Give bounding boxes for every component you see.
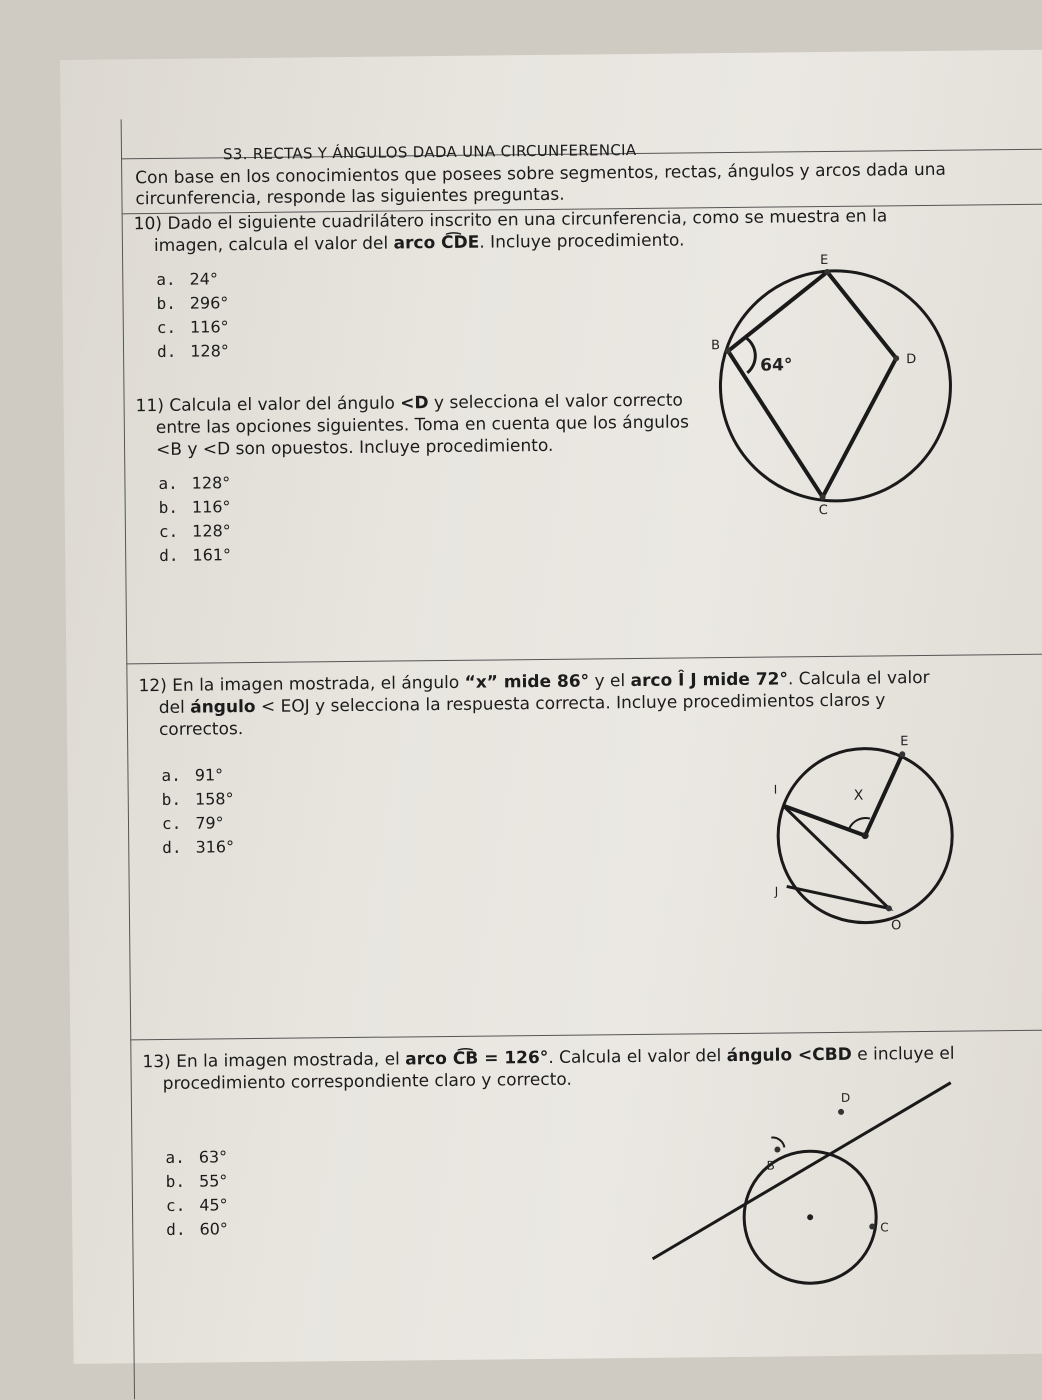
- q12-option-d[interactable]: d. 316°: [162, 837, 235, 857]
- q12-label-o: O: [891, 918, 902, 934]
- q11-option-a[interactable]: a. 128°: [158, 473, 231, 493]
- q13-label-d: D: [840, 1090, 851, 1105]
- q11-option-b[interactable]: b. 116°: [158, 497, 231, 517]
- q10-option-d[interactable]: d. 128°: [156, 341, 229, 361]
- q10-label-b: B: [710, 338, 721, 354]
- q13-tangent-line: [651, 1083, 953, 1259]
- q12-line-2: del ángulo < EOJ y selecciona la respuesta correcta. Incluye procedimientos claros y: [158, 690, 886, 719]
- q13-line-1: 13) En la imagen mostrada, el arco C͡B = 126°. Calcula el valor del ángulo <CBD e incluye el: [142, 1043, 955, 1073]
- q13-option-d[interactable]: d. 60°: [166, 1219, 228, 1239]
- worksheet-page: [60, 50, 1042, 1364]
- q11-option-c[interactable]: c. 128°: [158, 521, 231, 541]
- q13-label-b: B: [766, 1158, 775, 1173]
- q10-option-b[interactable]: b. 296°: [156, 293, 229, 314]
- q10-text: imagen, calcula el valor del: [153, 233, 394, 257]
- q11-line-2: entre las opciones siguientes. Toma en cuenta que los ángulos: [155, 412, 690, 439]
- q13-option-a[interactable]: a. 63°: [165, 1147, 228, 1167]
- q12-option-b[interactable]: b. 158°: [161, 789, 234, 809]
- q12-label-i: I: [773, 782, 778, 797]
- q13-figure: [60, 50, 1042, 1360]
- q13-label-c: C: [880, 1220, 889, 1235]
- q13-angle-mark: [771, 1137, 784, 1147]
- q12-option-a[interactable]: a. 91°: [161, 765, 224, 785]
- q12-line-3: correctos.: [158, 719, 244, 740]
- q13-line-2: procedimiento correspondiente claro y correcto.: [162, 1069, 572, 1094]
- q11-option-d[interactable]: d. 161°: [159, 545, 232, 565]
- intro-line-1: Con base en los conocimientos que posees sobre segmentos, rectas, ángulos y arcos dada una: [135, 159, 946, 189]
- q13-option-b[interactable]: b. 55°: [165, 1171, 228, 1191]
- q10-text-end: . Incluye procedimiento.: [479, 230, 685, 253]
- q10-option-c[interactable]: c. 116°: [156, 317, 229, 338]
- q12-option-c[interactable]: c. 79°: [161, 813, 224, 833]
- q10-label-d: D: [906, 352, 917, 368]
- q10-option-a[interactable]: a. 24°: [156, 269, 219, 290]
- q13-option-c[interactable]: c. 45°: [165, 1195, 228, 1215]
- q10-label-c: C: [818, 502, 828, 519]
- q11-line-1: 11) Calcula el valor del ángulo <D y selecciona el valor correcto: [135, 390, 683, 417]
- q12-label-x: X: [853, 787, 864, 804]
- q12-label-j: J: [774, 884, 779, 899]
- worksheet-title: S3. RECTAS Y ÁNGULOS DADA UNA CIRCUNFERENCIA: [222, 140, 637, 164]
- q10-line-1: 10) Dado el siguiente cuadrilátero inscrito en una circunferencia, como se muestra en la: [133, 206, 888, 235]
- q12-line-1: 12) En la imagen mostrada, el ángulo “x” mide 86° y el arco Î J mide 72°. Calcula el valor: [138, 667, 930, 697]
- q11-line-3: <B y <D son opuestos. Incluye procedimiento.: [155, 435, 554, 461]
- q10-arc: arco C͡DE: [393, 232, 480, 254]
- q10-label-e: E: [820, 252, 829, 269]
- q12-label-e: E: [900, 734, 909, 750]
- intro-line-2: circunferencia, responde las siguientes preguntas.: [135, 184, 565, 210]
- q10-angle-label: 64°: [760, 355, 793, 376]
